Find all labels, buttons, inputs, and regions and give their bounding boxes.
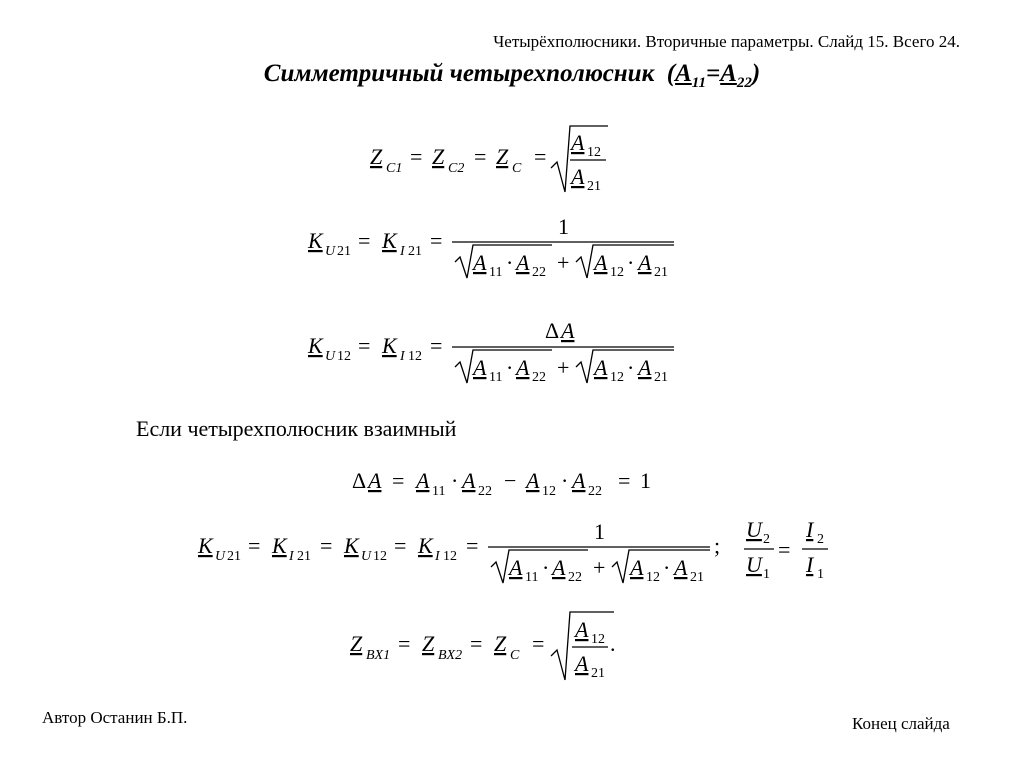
k-symbol: K xyxy=(382,228,397,253)
sub-u: U xyxy=(325,349,336,364)
a-symbol: A xyxy=(516,355,530,380)
a-symbol: A xyxy=(575,617,589,642)
sub-2: 2 xyxy=(817,532,824,547)
dot-op: · xyxy=(506,250,514,275)
eq-sign: = xyxy=(470,631,483,656)
eq-sign: = xyxy=(392,468,405,493)
eq-sign: = xyxy=(532,631,545,656)
a-symbol: A xyxy=(473,355,487,380)
sub-u: U xyxy=(215,549,226,564)
formula-reciprocal-transfer xyxy=(197,517,828,585)
dot-op: · xyxy=(627,250,635,275)
sub-21: 21 xyxy=(227,549,241,564)
sub-i: I xyxy=(289,549,294,564)
plus-op: + xyxy=(593,555,606,580)
eq-sign: = xyxy=(618,468,631,493)
sub-11: 11 xyxy=(489,370,503,385)
sub-2: 2 xyxy=(763,532,770,547)
a-symbol: A xyxy=(561,318,575,343)
a-symbol: A xyxy=(368,468,382,493)
plus-op: + xyxy=(557,250,570,275)
title-paren-close: ) xyxy=(751,60,761,87)
title-sub1: 11 xyxy=(691,75,706,91)
sub-21: 21 xyxy=(690,570,704,585)
a-symbol: A xyxy=(416,468,430,493)
a-symbol: A xyxy=(638,355,652,380)
sub-c2: C2 xyxy=(448,161,465,176)
reciprocal-caption: Если четырехполюсник взаимный xyxy=(136,416,457,441)
sub-22: 22 xyxy=(588,484,602,499)
sub-12: 12 xyxy=(408,349,422,364)
k-symbol: K xyxy=(344,533,359,558)
k-symbol: K xyxy=(418,533,433,558)
eq-sign: = xyxy=(248,533,261,558)
sub-12: 12 xyxy=(646,570,660,585)
eq-sign: = xyxy=(394,533,407,558)
eq-sign: = xyxy=(398,631,411,656)
result-one: 1 xyxy=(640,468,651,493)
delta-symbol: Δ xyxy=(545,318,560,343)
dot-op: · xyxy=(451,468,459,493)
eq-sign: = xyxy=(430,228,443,253)
a-symbol: A xyxy=(630,555,644,580)
k-symbol: K xyxy=(198,533,213,558)
u-symbol: U xyxy=(746,552,762,577)
sub-u: U xyxy=(325,244,336,259)
sub-12: 12 xyxy=(587,145,601,160)
sub-c: C xyxy=(512,161,522,176)
sub-21: 21 xyxy=(297,549,311,564)
sub-11: 11 xyxy=(525,570,539,585)
title-a1: A xyxy=(675,60,692,87)
dot-op: · xyxy=(663,555,671,580)
slide-header: Четырёхполюсники. Вторичные параметры. Слайд 15. Всего 24. xyxy=(493,32,960,51)
a-symbol: A xyxy=(473,250,487,275)
minus-op: − xyxy=(504,468,517,493)
sub-u: U xyxy=(361,549,372,564)
sub-12: 12 xyxy=(610,370,624,385)
sub-c1: C1 xyxy=(386,161,403,176)
formula-char-impedance xyxy=(370,126,608,194)
sub-22: 22 xyxy=(532,265,546,280)
a-symbol: A xyxy=(552,555,566,580)
sub-12: 12 xyxy=(591,632,605,647)
sub-11: 11 xyxy=(489,265,503,280)
sub-11: 11 xyxy=(432,484,446,499)
formula-transfer-12 xyxy=(307,318,674,385)
k-symbol: K xyxy=(272,533,287,558)
sub-bx1: BX1 xyxy=(366,648,391,663)
a-symbol: A xyxy=(571,164,585,189)
z-symbol: Z xyxy=(432,144,445,169)
sub-c: C xyxy=(510,648,520,663)
dot-op: · xyxy=(506,355,514,380)
k-symbol: K xyxy=(308,228,323,253)
a-symbol: A xyxy=(509,555,523,580)
sub-1: 1 xyxy=(817,567,824,582)
sub-22: 22 xyxy=(568,570,582,585)
delta-symbol: Δ xyxy=(352,468,367,493)
semicolon: ; xyxy=(714,533,721,558)
formula-transfer-21 xyxy=(307,214,674,280)
sub-bx2: BX2 xyxy=(438,648,463,663)
title-a2: A xyxy=(720,60,737,87)
z-symbol: Z xyxy=(496,144,509,169)
title-sub2: 22 xyxy=(736,75,752,91)
i-symbol: I xyxy=(806,517,814,542)
sub-12: 12 xyxy=(542,484,556,499)
a-symbol: A xyxy=(638,250,652,275)
sub-21: 21 xyxy=(654,370,668,385)
sub-22: 22 xyxy=(532,370,546,385)
a-symbol: A xyxy=(674,555,688,580)
a-symbol: A xyxy=(594,250,608,275)
eq-sign: = xyxy=(410,144,423,169)
sub-i: I xyxy=(400,349,405,364)
i-symbol: I xyxy=(806,552,814,577)
a-symbol: A xyxy=(526,468,540,493)
eq-sign: = xyxy=(320,533,333,558)
formula-determinant xyxy=(352,468,651,499)
title-main: Симметричный четырехполюсник xyxy=(263,60,655,87)
z-symbol: Z xyxy=(422,631,435,656)
sub-21: 21 xyxy=(337,244,351,259)
end-slide-link[interactable]: Конец слайда xyxy=(852,714,950,733)
sub-21: 21 xyxy=(408,244,422,259)
sub-21: 21 xyxy=(591,666,605,681)
sub-12: 12 xyxy=(337,349,351,364)
a-symbol: A xyxy=(571,130,585,155)
eq-sign: = xyxy=(778,537,791,562)
sub-12: 12 xyxy=(373,549,387,564)
sub-1: 1 xyxy=(763,567,770,582)
numerator-one: 1 xyxy=(594,519,605,544)
sub-21: 21 xyxy=(587,179,601,194)
z-symbol: Z xyxy=(370,144,383,169)
eq-sign: = xyxy=(466,533,479,558)
sub-22: 22 xyxy=(478,484,492,499)
k-symbol: K xyxy=(308,333,323,358)
a-symbol: A xyxy=(462,468,476,493)
a-symbol: A xyxy=(594,355,608,380)
title-paren-open: ( xyxy=(666,60,676,87)
sub-21: 21 xyxy=(654,265,668,280)
plus-op: + xyxy=(557,355,570,380)
a-symbol: A xyxy=(575,651,589,676)
title-eq: = xyxy=(705,60,721,87)
author-label: Автор Останин Б.П. xyxy=(42,708,188,727)
sub-i: I xyxy=(400,244,405,259)
eq-sign: = xyxy=(358,228,371,253)
formula-input-impedance xyxy=(350,612,616,681)
eq-sign: = xyxy=(534,144,547,169)
numerator-one: 1 xyxy=(558,214,569,239)
z-symbol: Z xyxy=(494,631,507,656)
k-symbol: K xyxy=(382,333,397,358)
eq-sign: = xyxy=(474,144,487,169)
a-symbol: A xyxy=(572,468,586,493)
period: . xyxy=(610,631,616,656)
sub-12: 12 xyxy=(610,265,624,280)
eq-sign: = xyxy=(430,333,443,358)
u-symbol: U xyxy=(746,517,762,542)
a-symbol: A xyxy=(516,250,530,275)
dot-op: · xyxy=(542,555,550,580)
z-symbol: Z xyxy=(350,631,363,656)
dot-op: · xyxy=(627,355,635,380)
dot-op: · xyxy=(561,468,569,493)
sub-i: I xyxy=(435,549,440,564)
sub-12: 12 xyxy=(443,549,457,564)
eq-sign: = xyxy=(358,333,371,358)
